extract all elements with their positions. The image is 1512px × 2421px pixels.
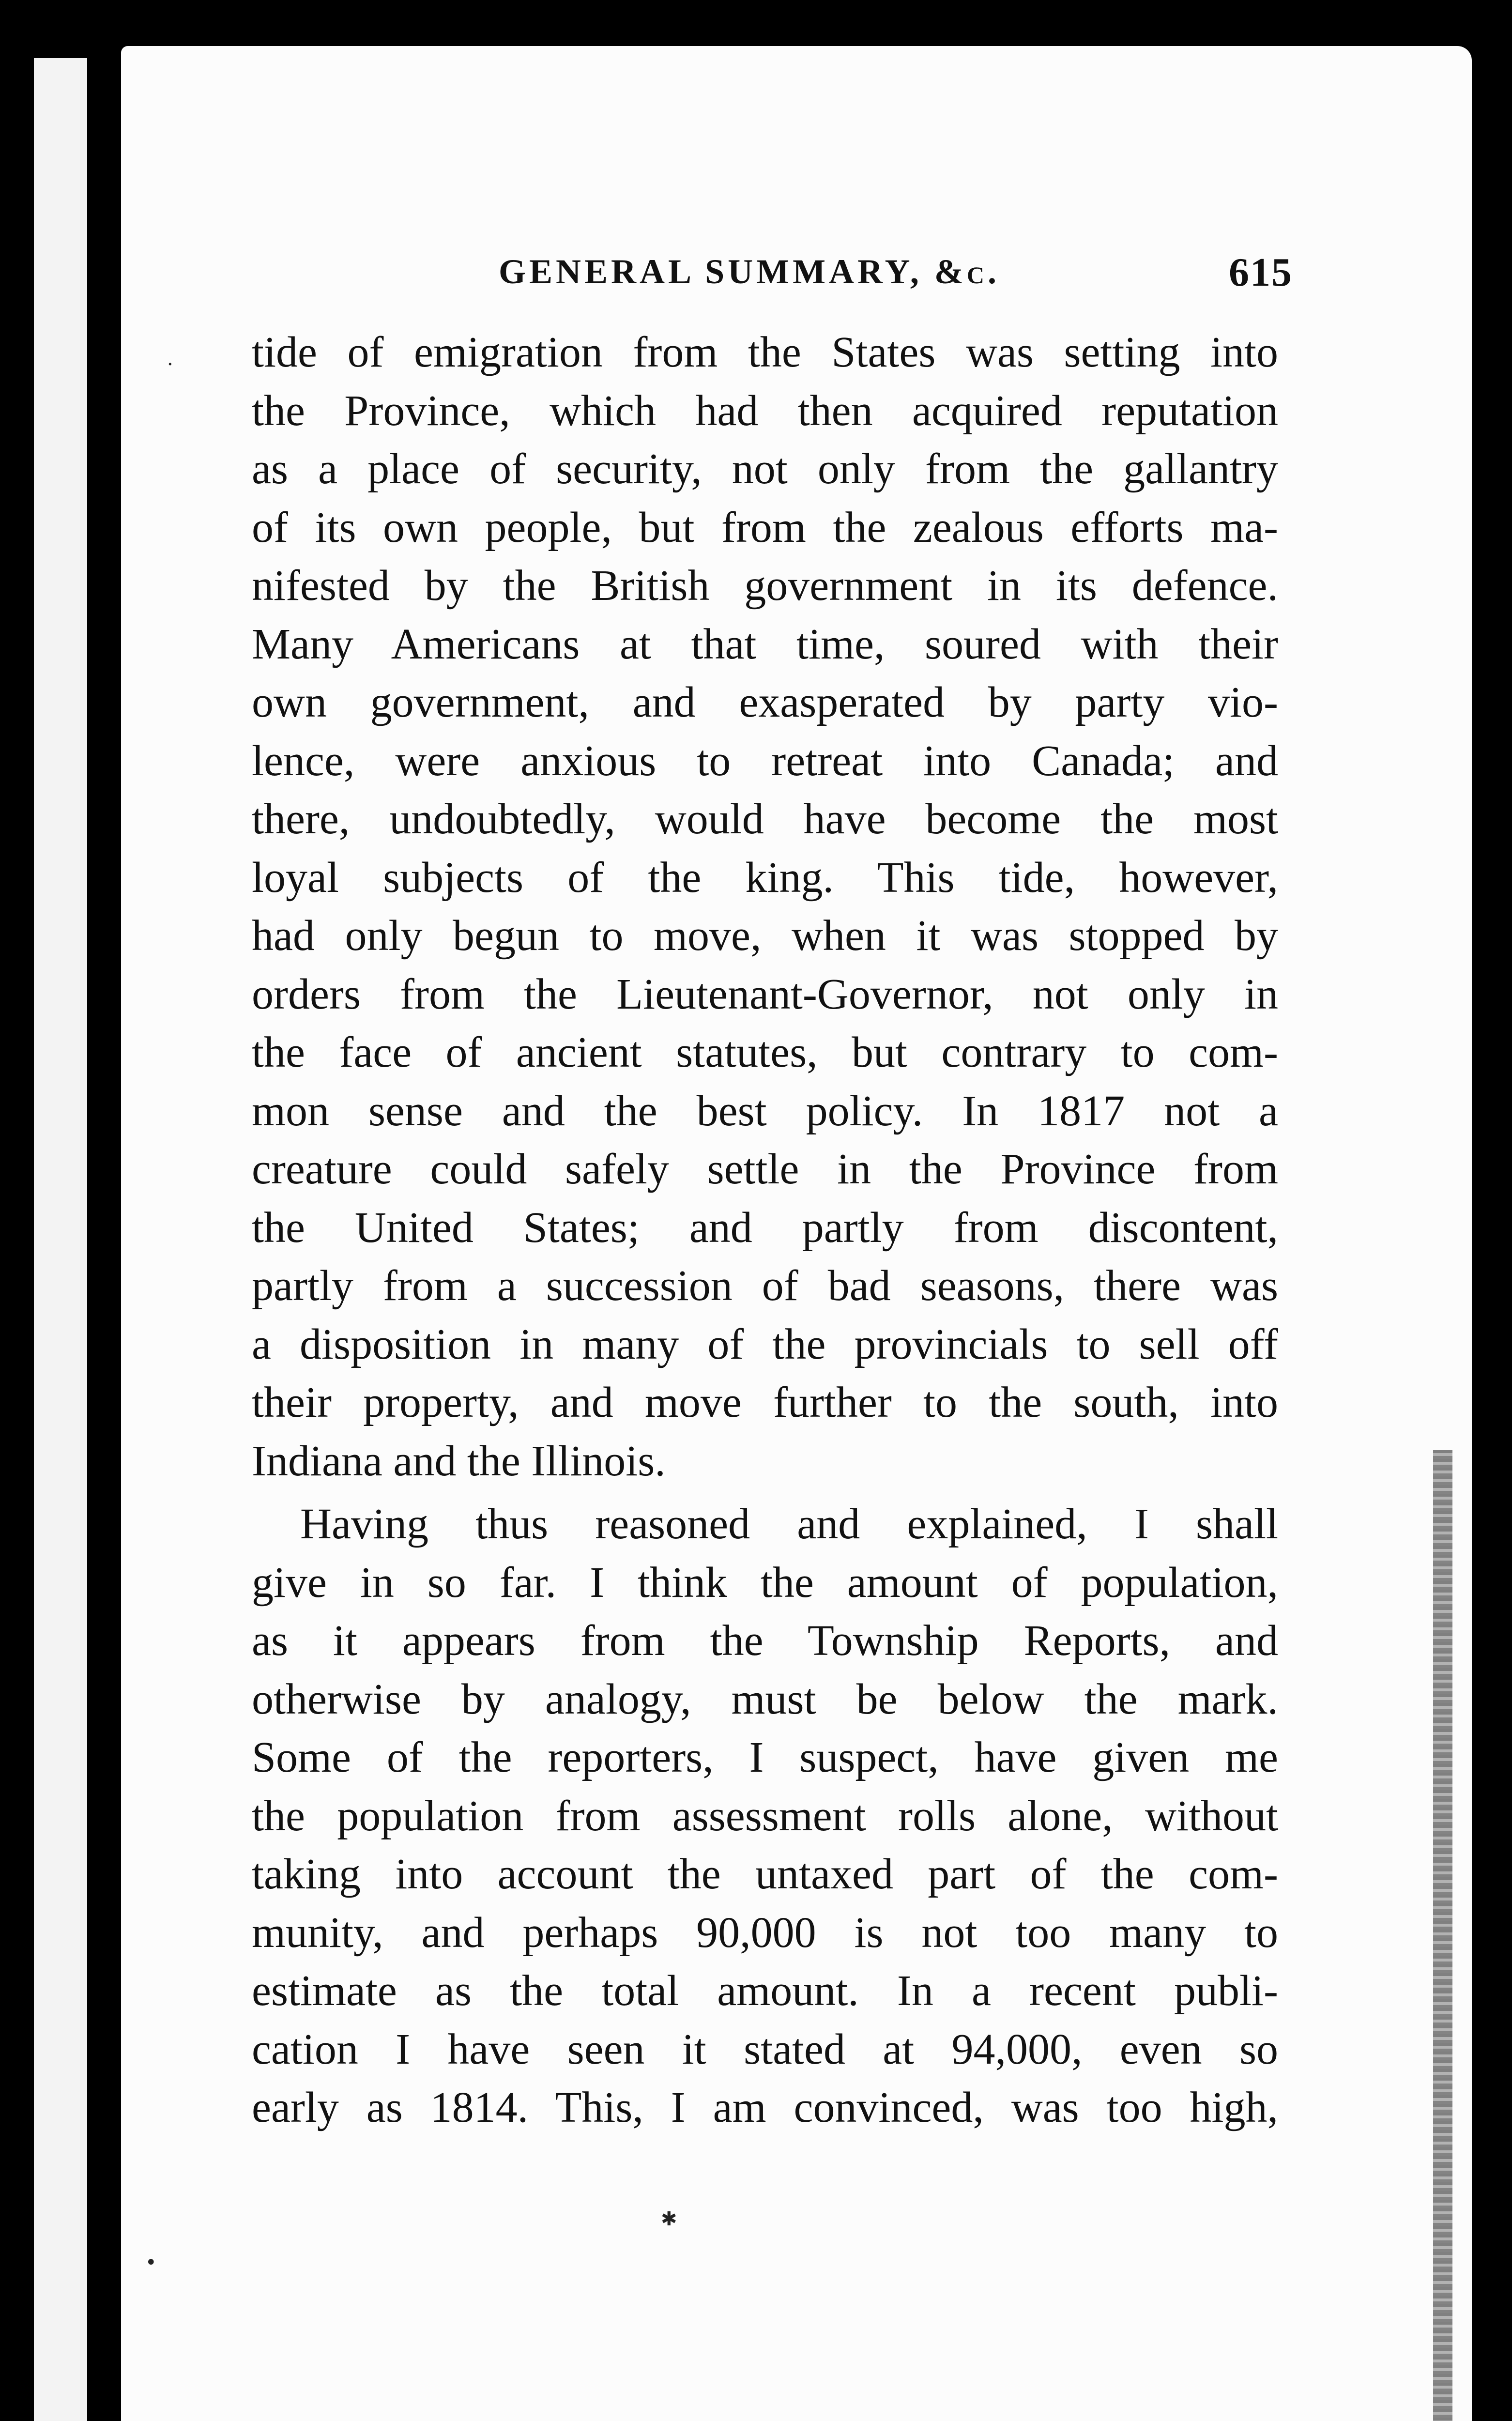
text-line: partly from a succession of bad seasons, there was [252,1262,1278,1310]
text-line: Having thus reasoned and explained, I shall [300,1500,1278,1548]
adjacent-page-edge [34,58,87,2421]
text-line: orders from the Lieutenant-Governor, not only in [252,970,1278,1018]
text-line: mon sense and the best policy. In 1817 not a [252,1087,1278,1135]
text-line: as a place of security, not only from the gallantry [252,445,1278,493]
ink-speck: ✱ [661,2208,677,2230]
text-line: had only begun to move, when it was stopped by [252,912,1278,960]
text-line: the population from assessment rolls alone, without [252,1792,1278,1840]
running-header [499,252,1293,305]
text-line: estimate as the total amount. In a recent publi- [252,1967,1278,2015]
text-line: Some of the reporters, I suspect, have given me [252,1733,1278,1781]
page-edge-noise [1433,1450,1452,2421]
page-number: 615 [1229,250,1293,295]
text-line: the United States; and partly from discontent, [252,1203,1278,1252]
text-line: own government, and exasperated by party vio- [252,678,1278,726]
text-line: Indiana and the Illinois. [252,1437,666,1485]
text-line: tide of emigration from the States was setting into [252,328,1278,376]
body-text [252,323,1278,2137]
text-line: loyal subjects of the king. This tide, however, [252,853,1278,902]
text-line: cation I have seen it stated at 94,000, even so [252,2025,1278,2073]
text-line: lence, were anxious to retreat into Canada; and [252,736,1278,785]
running-title: GENERAL SUMMARY, &c. [499,252,1000,291]
ink-speck: · [167,353,173,376]
text-line: there, undoubtedly, would have become the most [252,795,1278,843]
text-line: a disposition in many of the provincials to sell off [252,1320,1278,1368]
gutter-shadow [87,48,121,2421]
text-line: otherwise by analogy, must be below the mark. [252,1675,1278,1723]
text-line: their property, and move further to the south, into [252,1379,1278,1426]
text-line: creature could safely settle in the Province from [252,1145,1278,1193]
paragraph-2 [252,1495,1278,2137]
text-line: Many Americans at that time, soured with their [252,620,1278,668]
text-line: munity, and perhaps 90,000 is not too many to [252,1908,1278,1957]
text-line: as it appears from the Township Reports, and [252,1617,1278,1665]
text-line: early as 1814. This, I am convinced, was too high, [252,2084,1278,2131]
text-line: give in so far. I think the amount of population, [252,1558,1278,1607]
text-line: the Province, which had then acquired reputation [252,386,1278,435]
text-line: of its own people, but from the zealous efforts ma- [252,503,1278,552]
ink-speck: • [145,2252,157,2274]
text-line: taking into account the untaxed part of the com- [252,1850,1278,1898]
paragraph-1 [252,323,1278,1490]
text-line: the face of ancient statutes, but contrary to com- [252,1028,1278,1076]
text-line: nifested by the British government in its defence. [252,562,1278,610]
